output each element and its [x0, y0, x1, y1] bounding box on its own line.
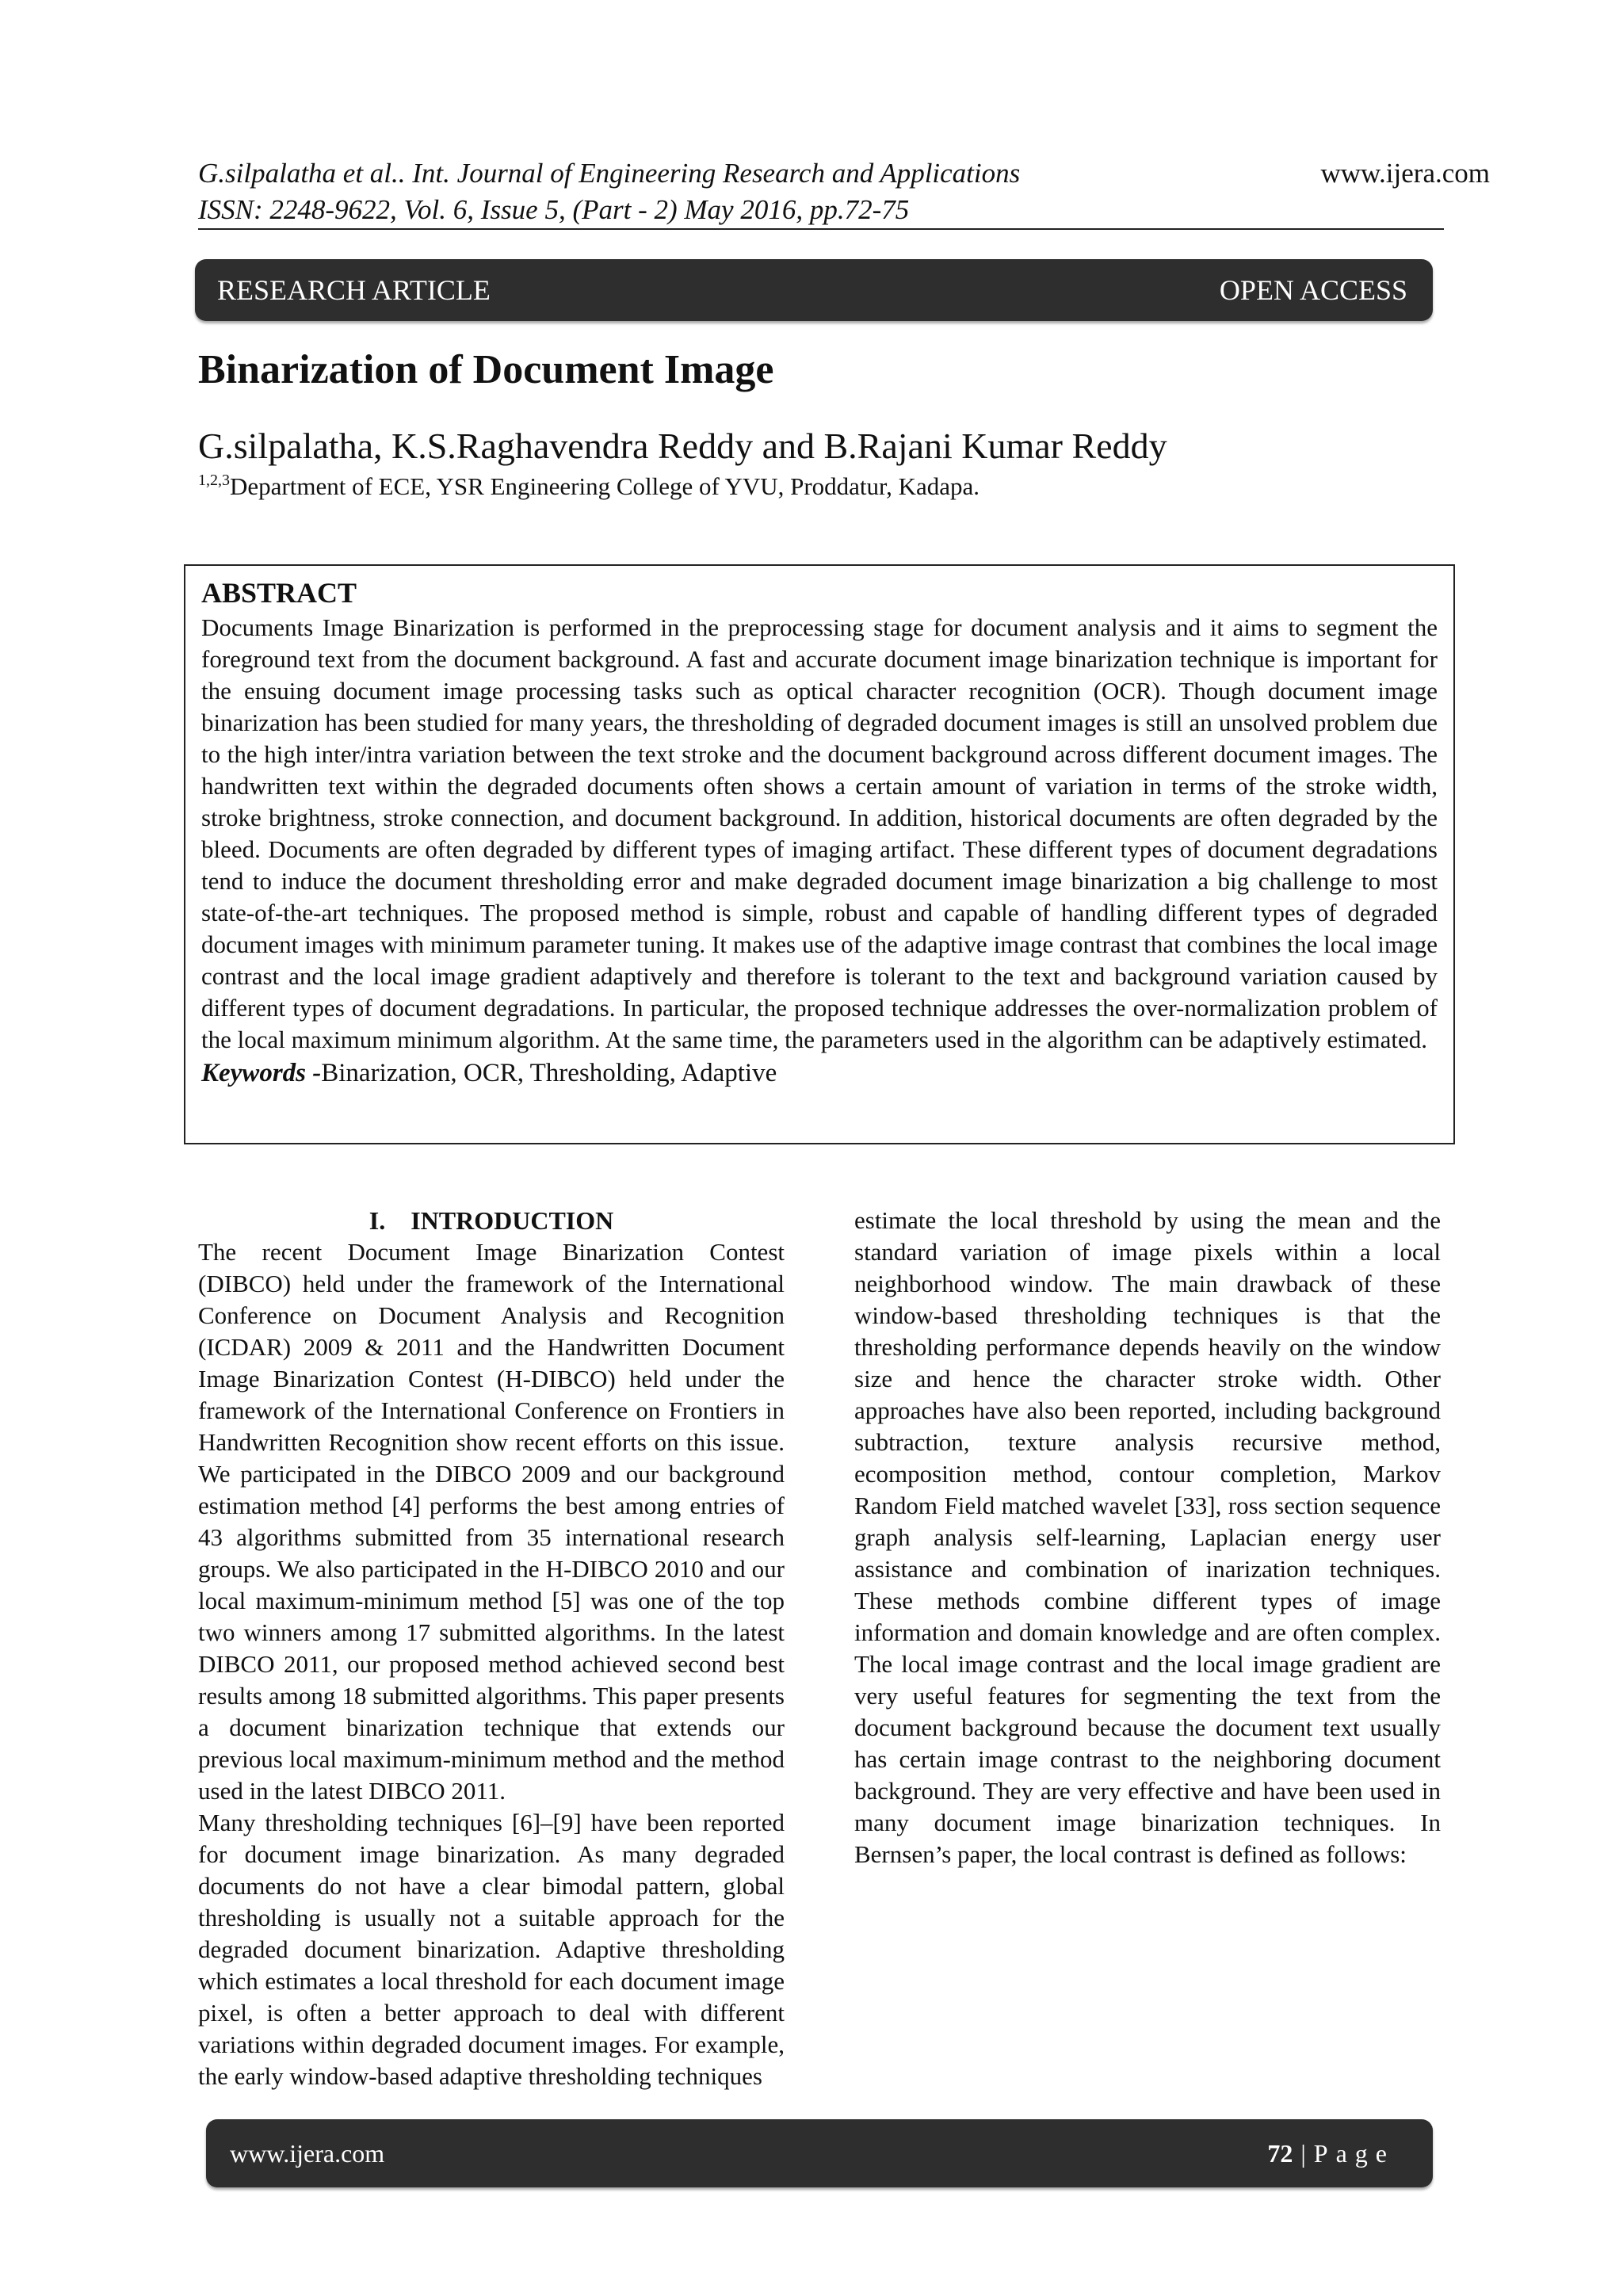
open-access-label: OPEN ACCESS	[1219, 274, 1407, 306]
intro-paragraph-2-text: Many thresholding techniques [6]–[9] have been reported for document image binarization. As many degraded documents do not have a clear bimodal pattern, global thresholding is usually not a suitable approach for the degraded document binarization. Adaptive thresholding which estimates a local threshold for each document image pixel, is often a better approach to deal with different variations within degraded document images. For example, the early window-based adaptive thresholding techniques	[198, 1809, 785, 2090]
affiliation-text: Department of ECE, YSR Engineering College of YVU, Proddatur, Kadapa.	[230, 472, 980, 500]
running-header	[198, 155, 1020, 228]
section-heading-introduction: I. INTRODUCTION	[369, 1206, 614, 1235]
page-footer	[206, 2119, 1433, 2187]
left-column	[198, 1205, 785, 2092]
keywords-label: Keywords -	[201, 1059, 322, 1087]
article-type-label: RESEARCH ARTICLE	[217, 274, 491, 306]
paper-title: Binarization of Document Image	[198, 347, 774, 392]
intro-paragraph-2-continued: estimate the local threshold by using the mean and the standard variation of image pixels within a local neighborhood window. The main drawback of these window-based thresholding techniques is that the thresholding performance depends heavily on the window size and hence the character stroke width. Other approaches have also been reported, including background subtraction, texture analysis recursive method, ecomposition method, contour completion, Markov Random Field matched wavelet [33], ross section sequence graph analysis self-learning, Laplacian energy user assistance and combination of inarization techniques. These methods combine different types of image information and domain knowledge and are often complex. The local image contrast and the local image gradient are very useful features for segmenting the text from the document background because the document text usually has certain image contrast to the neighboring document background. They are very effective and have been used in many document image binarization techniques. In Bernsen’s paper, the local contrast is defined as follows:	[854, 1206, 1441, 1868]
header-website-link[interactable]: www.ijera.com	[1320, 158, 1490, 189]
page-indicator	[1267, 2139, 1395, 2168]
affiliation	[198, 469, 980, 504]
keywords-text: Binarization, OCR, Thresholding, Adaptive	[321, 1059, 777, 1087]
right-column	[854, 1205, 1441, 1870]
citation-line-2: ISSN: 2248-9622, Vol. 6, Issue 5, (Part - 2) May 2016, pp.72-75	[198, 194, 910, 225]
keywords-line	[201, 1056, 1438, 1091]
intro-paragraph-1: The recent Document Image Binarization Contest (DIBCO) held under the framework of the International Conference on Document Analysis and Recognition (ICDAR) 2009 & 2011 and the Handwritten Document Image Binarization Contest (H-DIBCO) held under the framework of the International Conference on Frontiers in Handwritten Recognition show recent efforts on this issue. We participated in the DIBCO 2009 and our background estimation method [4] performs the best among entries of 43 algorithms submitted from 35 international research groups. We also participated in the H-DIBCO 2010 and our local maximum-minimum method [5] was one of the top two winners among 17 submitted algorithms. In the latest DIBCO 2011, our proposed method achieved second best results among 18 submitted algorithms. This paper presents a document binarization technique that extends our previous local maximum-minimum method and the method used in the latest DIBCO 2011.	[198, 1238, 785, 1805]
author-list: G.silpalatha, K.S.Raghavendra Reddy and B.Rajani Kumar Reddy	[198, 426, 1167, 466]
intro-paragraph-2-start	[198, 1807, 785, 2092]
footer-website-link[interactable]: www.ijera.com	[230, 2138, 385, 2168]
page-separator: |	[1300, 2138, 1306, 2168]
abstract-text: Documents Image Binarization is performed in the preprocessing stage for document analysis and it aims to segment the foreground text from the document background. A fast and accurate document image binarization technique is important for the ensuing document image processing tasks such as optical character recognition (OCR). Though document image binarization has been studied for many years, the thresholding of degraded document images is still an unsolved problem due to the high inter/intra variation between the text stroke and the document background across different document images. The handwritten text within the degraded documents often shows a certain amount of variation in terms of the stroke width, stroke brightness, stroke connection, and document background. In addition, historical documents are often degraded by the bleed. Documents are often degraded by different types of imaging artifact. These different types of document degradations tend to induce the document thresholding error and make degraded document image binarization a big challenge to most state-of-the-art techniques. The proposed method is simple, robust and capable of handling different types of degraded document images with minimum parameter tuning. It makes use of the adaptive image contrast that combines the local image contrast and the local image gradient adaptively and therefore is tolerant to the text and background variation caused by different types of document degradations. In particular, the proposed technique addresses the over-normalization problem of the local maximum minimum algorithm. At the same time, the parameters used in the algorithm can be adaptively estimated.	[201, 613, 1438, 1053]
page-number: 72	[1267, 2138, 1293, 2168]
abstract-heading: ABSTRACT	[201, 577, 357, 609]
affiliation-marks: 1,2,3	[198, 472, 230, 489]
citation-line-1: G.silpalatha et al.. Int. Journal of Engineering Research and Applications	[198, 158, 1021, 189]
header-divider	[198, 228, 1444, 230]
abstract-box	[184, 564, 1455, 1144]
article-banner	[195, 259, 1433, 321]
page-label: Page	[1313, 2138, 1395, 2168]
